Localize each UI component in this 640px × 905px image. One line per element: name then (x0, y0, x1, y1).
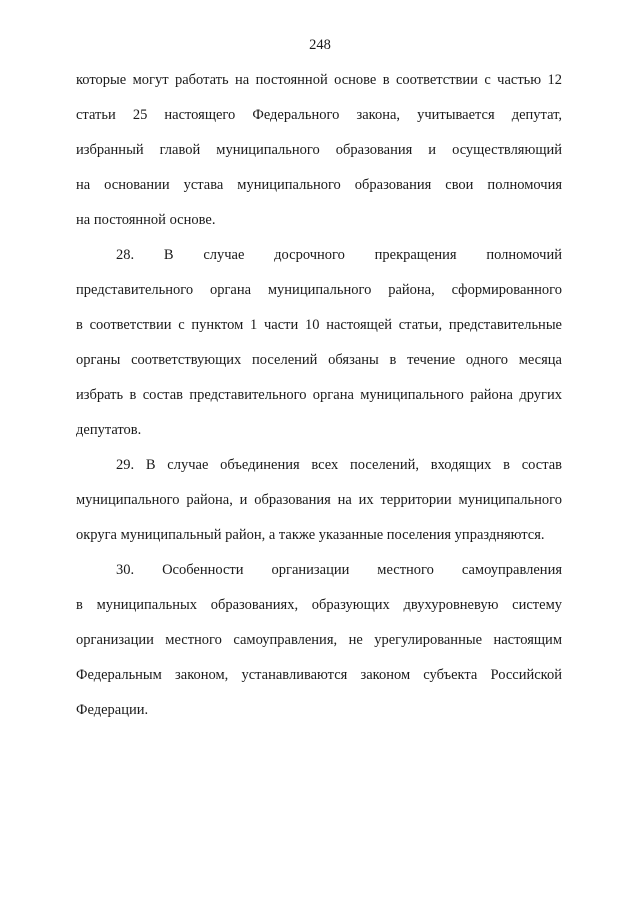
text-line: 29. В случае объединения всех поселений, входящих в состав (116, 457, 562, 473)
text-line: органы соответствующих поселений обязаны в течение одного месяца (76, 352, 562, 368)
text-line: избранный главой муниципального образования и осуществляющий (76, 142, 562, 158)
text-line: Федерации. (76, 702, 149, 718)
paragraph-28 (76, 244, 562, 454)
text-line: на постоянной основе. (76, 212, 216, 228)
paragraph-29 (76, 454, 562, 559)
text-line: представительного органа муниципального района, сформированного (76, 282, 562, 298)
text-line: в соответствии с пунктом 1 части 10 настоящей статьи, представительные (76, 317, 562, 333)
text-line: на основании устава муниципального образования свои полномочия (76, 177, 562, 193)
text-line: 28. В случае досрочного прекращения полномочий (116, 247, 562, 263)
page-number: 248 (309, 37, 331, 53)
text-line: избрать в состав представительного органа муниципального района других (76, 387, 562, 403)
text-line: 30. Особенности организации местного самоуправления (116, 562, 562, 578)
text-line: муниципального района, и образования на их территории муниципального (76, 492, 562, 508)
paragraph-30 (76, 559, 562, 734)
text-line: организации местного самоуправления, не урегулированные настоящим (76, 632, 562, 648)
document-body (76, 69, 562, 734)
text-line: которые могут работать на постоянной основе в соответствии с частью 12 (76, 72, 562, 88)
text-line: статьи 25 настоящего Федерального закона, учитывается депутат, (76, 107, 562, 123)
paragraph-continuation (76, 69, 562, 244)
text-line: округа муниципальный район, а также указанные поселения упраздняются. (76, 527, 545, 543)
text-line: в муниципальных образованиях, образующих двухуровневую систему (76, 597, 562, 613)
text-line: Федеральным законом, устанавливаются законом субъекта Российской (76, 667, 562, 683)
text-line: депутатов. (76, 422, 142, 438)
